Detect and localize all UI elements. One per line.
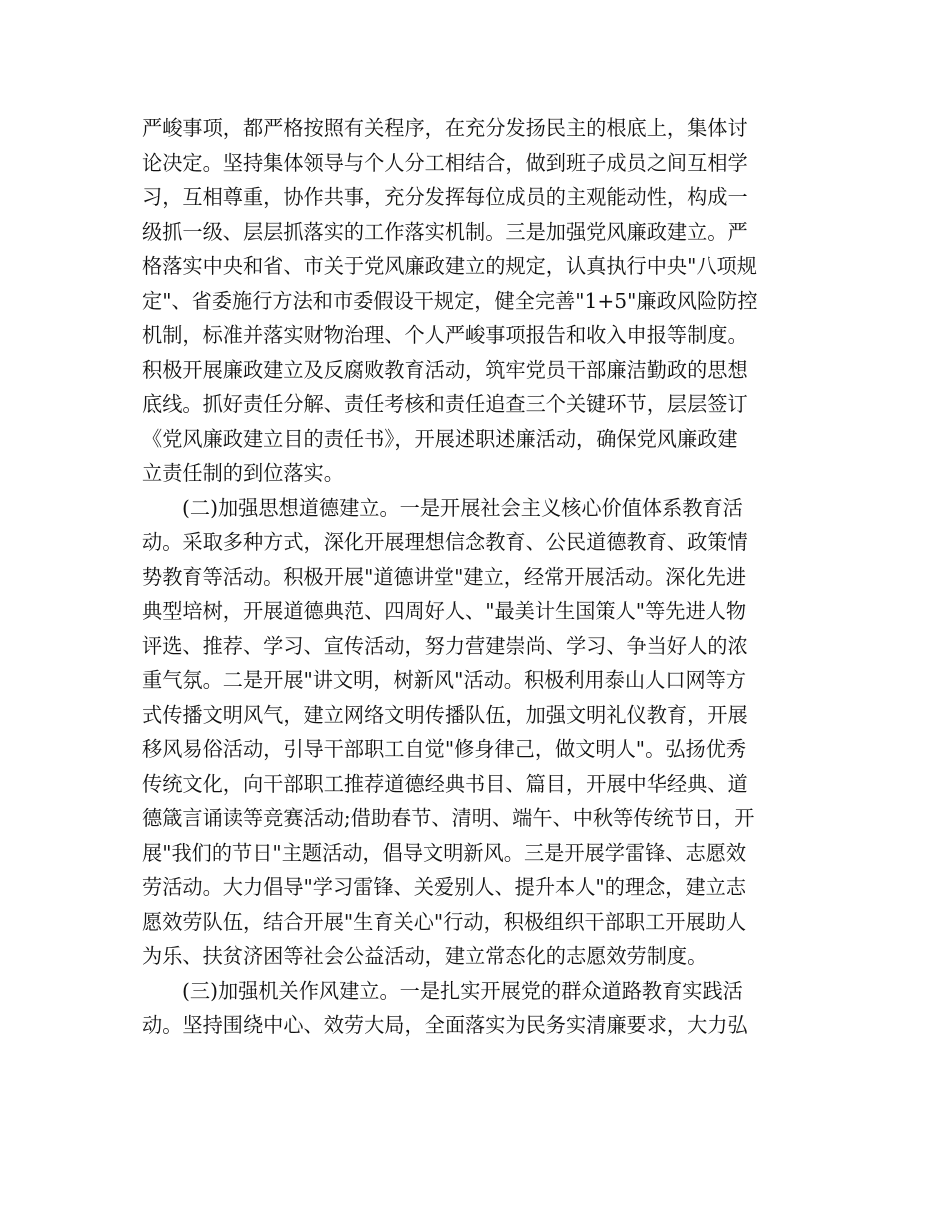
text-line: 势教育等活动。积极开展"道德讲堂"建立，经常开展活动。深化先进 (142, 564, 747, 589)
text-line: 动。坚持围绕中心、效劳大局，全面落实为民务实清廉要求，大力弘 (142, 1013, 748, 1037)
text-line: 机制，标准并落实财物治理、个人严峻事项报告和收入申报等制度。 (142, 323, 748, 347)
text-line: 式传播文明风气，建立网络文明传播队伍，加强文明礼仪教育，开展 (142, 702, 748, 727)
text-line: 评选、推荐、学习、宣传活动，努力营建崇尚、学习、争当好人的浓 (142, 633, 748, 658)
paragraph-2 (142, 491, 812, 974)
text-line: 底线。抓好责任分解、责任考核和责任追查三个关键环节，层层签订 (142, 392, 748, 416)
text-line: 级抓一级、层层抓落实的工作落实机制。三是加强党风廉政建立。严 (142, 219, 748, 244)
text-line: 立责任制的到位落实。 (142, 461, 344, 485)
text-line: 论决定。坚持集体领导与个人分工相结合，做到班子成员之间互相学 (142, 150, 748, 175)
text-line: 传统文化，向干部职工推荐道德经典书目、篇目，开展中华经典、道 (142, 771, 748, 796)
text-line: 劳活动。大力倡导"学习雷锋、关爱别人、提升本人"的理念，建立志 (142, 875, 747, 899)
document-page (142, 111, 812, 1043)
text-line: 典型培树，开展道德典范、四周好人、"最美计生国策人"等先进人物 (142, 599, 747, 623)
text-line: 移风易俗活动，引导干部职工自觉"修身律己，做文明人"。弘扬优秀 (142, 737, 747, 761)
text-line: 德箴言诵读等竞赛活动;借助春节、清明、端午、中秋等传统节日，开 (142, 806, 755, 830)
text-line: 展"我们的节日"主题活动，倡导文明新风。三是开展学雷锋、志愿效 (142, 840, 747, 865)
text-line: 重气氛。二是开展"讲文明，树新风"活动。积极利用泰山人口网等方 (142, 668, 747, 692)
text-line: 动。采取多种方式，深化开展理想信念教育、公民道德教育、政策情 (142, 530, 748, 554)
text-line-indented: (二)加强思想道德建立。一是开展社会主义核心价值体系教育活 (182, 495, 743, 520)
text-line: 积极开展廉政建立及反腐败教育活动，筑牢党员干部廉洁勤政的思想 (142, 357, 748, 382)
paragraph-3 (142, 974, 812, 1043)
text-line: 《党风廉政建立目的责任书》，开展述职述廉活动，确保党风廉政建 (142, 426, 738, 451)
text-line: 为乐、扶贫济困等社会公益活动，建立常态化的志愿效劳制度。 (142, 944, 708, 968)
text-line: 习，互相尊重，协作共事，充分发挥每位成员的主观能动性，构成一 (142, 185, 748, 209)
text-line: 愿效劳队伍，结合开展"生育关心"行动，积极组织干部职工开展助人 (142, 909, 747, 934)
paragraph-1 (142, 111, 812, 491)
text-line: 格落实中央和省、市关于党风廉政建立的规定，认真执行中央"八项规 (142, 254, 757, 278)
text-line: 严峻事项，都严格按照有关程序，在充分发扬民主的根底上，集体讨 (142, 116, 748, 140)
text-line-indented: (三)加强机关作风建立。一是扎实开展党的群众道路教育实践活 (182, 978, 743, 1003)
text-line: 定"、省委施行方法和市委假设干规定，健全完善"1+5"廉政风险防控 (142, 288, 758, 313)
